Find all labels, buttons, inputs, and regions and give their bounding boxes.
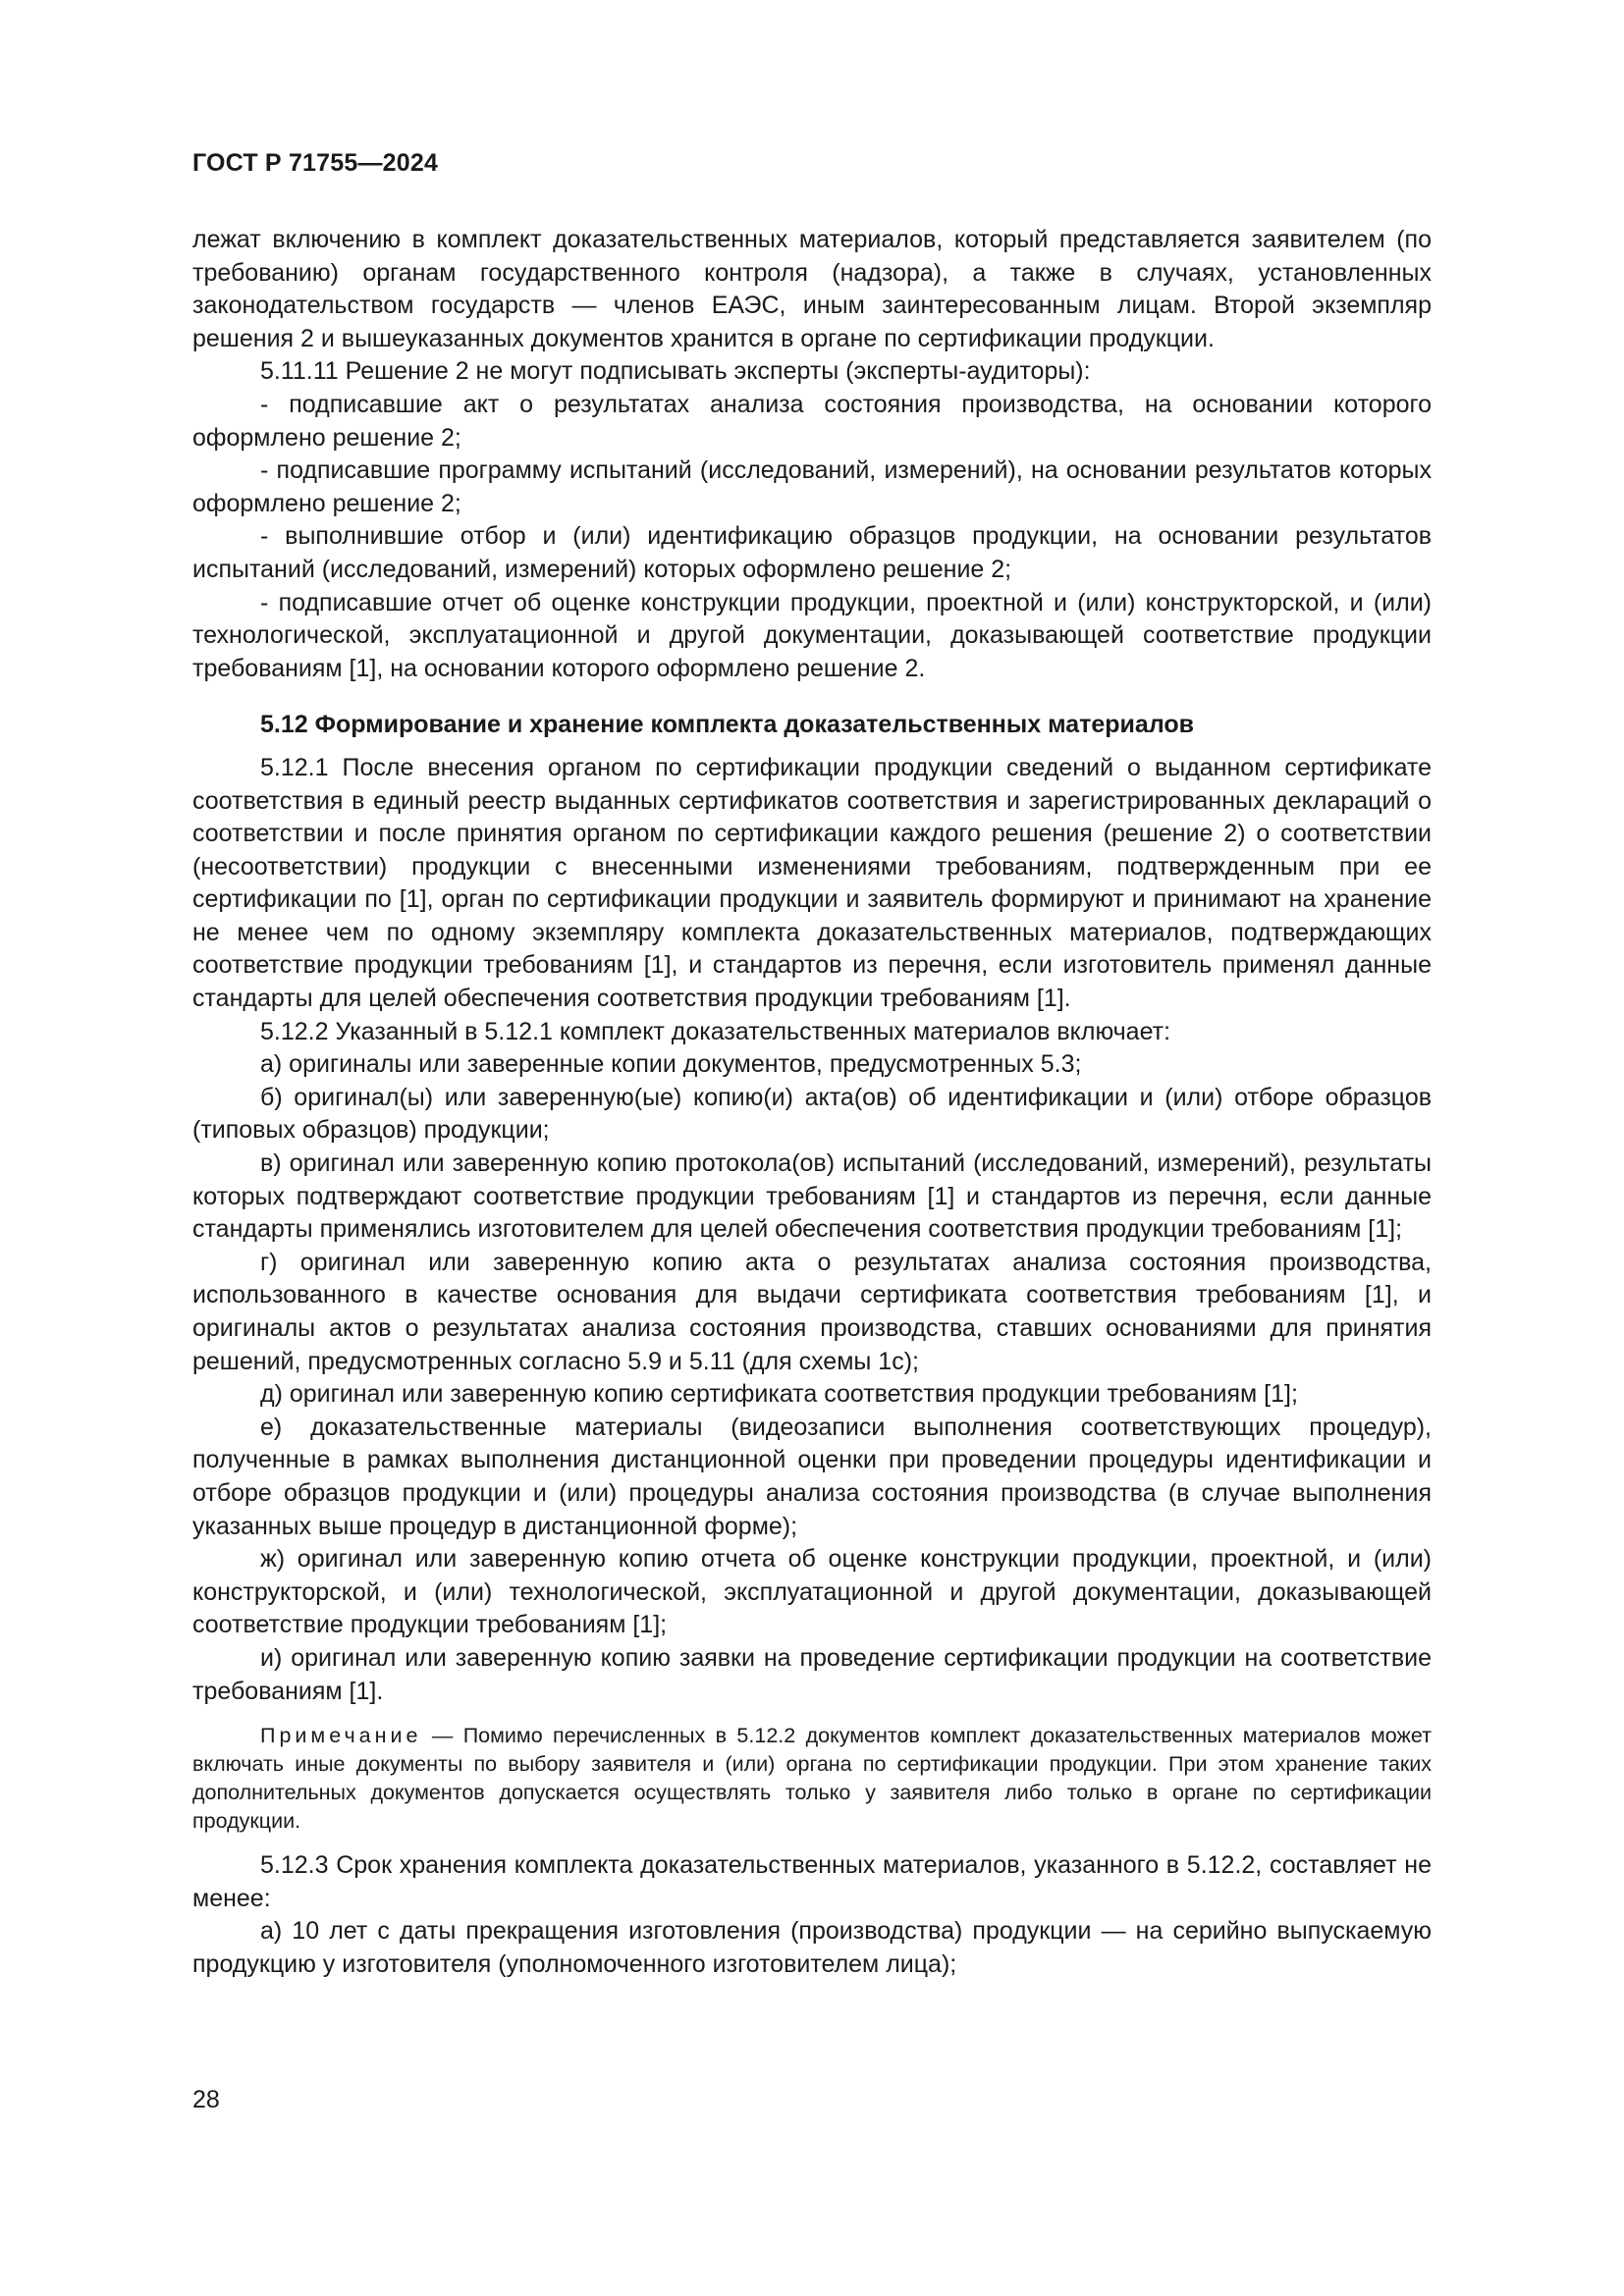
clause-5-11-11: 5.11.11 Решение 2 не могут подписывать эксперты (эксперты-аудиторы): bbox=[260, 357, 1091, 386]
list-item: д) оригинал или заверенную копию сертификата соответствия продукции требованиям [1]; bbox=[260, 1380, 1298, 1409]
list-item: а) 10 лет с даты прекращения изготовления (производства) продукции — на серийно выпускаемую продукцию у изготовителя (уполномоченного изготовителем лица); bbox=[192, 1917, 1432, 1978]
list-item: а) оригиналы или заверенные копии документов, предусмотренных 5.3; bbox=[260, 1050, 1082, 1079]
list-item: г) оригинал или заверенную копию акта о результатах анализа состояния производства, использованного в качестве основания для выдачи сертификата соответствия требованиям [1], и оригиналы актов о результатах анализа состояния производства, ставших основаниями для принятия решений, предусмотренных согласно 5.9 и 5.11 (для схемы 1с); bbox=[192, 1248, 1432, 1375]
document-body bbox=[192, 224, 1432, 1982]
paragraph-continuation: лежат включению в комплект доказательственных материалов, который представляется заявителем (по требованию) органам государственного контроля (надзора), а также в случаях, установленных законодательством государств — членов ЕАЭС, иным заинтересованным лицам. Второй экземпляр решения 2 и вышеуказанных документов хранится в органе по сертификации продукции. bbox=[192, 226, 1432, 352]
list-item: б) оригинал(ы) или заверенную(ые) копию(и) акта(ов) об идентификации и (или) отборе образцов (типовых образцов) продукции; bbox=[192, 1083, 1432, 1145]
list-item: - подписавшие акт о результатах анализа состояния производства, на основании которого оформлено решение 2; bbox=[192, 390, 1432, 452]
document-header: ГОСТ Р 71755—2024 bbox=[192, 149, 439, 177]
clause-5-12-3: 5.12.3 Срок хранения комплекта доказательственных материалов, указанного в 5.12.2, составляет не менее: bbox=[192, 1851, 1432, 1912]
page-number: 28 bbox=[192, 2086, 220, 2113]
list-item: в) оригинал или заверенную копию протокола(ов) испытаний (исследований, измерений), результаты которых подтверждают соответствие продукции требованиям [1] и стандартов из перечня, если данные стандарты применялись изготовителем для целей обеспечения соответствия продукции требованиям [1]; bbox=[192, 1149, 1432, 1244]
list-item: и) оригинал или заверенную копию заявки на проведение сертификации продукции на соответствие требованиям [1]. bbox=[192, 1643, 1432, 1705]
list-item: - подписавшие отчет об оценке конструкции продукции, проектной и (или) конструкторской, и (или) технологической, эксплуатационной и другой документации, доказывающей соответствие продукции требованиям [1], на основании которого оформлено решение 2. bbox=[192, 588, 1432, 682]
section-heading-5-12: 5.12 Формирование и хранение комплекта доказательственных материалов bbox=[260, 711, 1195, 739]
list-item: - подписавшие программу испытаний (исследований, измерений), на основании результатов которых оформлено решение 2; bbox=[192, 456, 1432, 517]
note-text: — Помимо перечисленных в 5.12.2 документов комплект доказательственных материалов может включать иные документы по выбору заявителя и (или) органа по сертификации продукции. При этом хранение таких дополнительных документов допускается осуществлять только у заявителя либо только в органе по сертификации продукции. bbox=[192, 1724, 1432, 1834]
list-item: е) доказательственные материалы (видеозаписи выполнения соответствующих процедур), полученные в рамках выполнения дистанционной оценки при проведении процедуры идентификации и отборе образцов продукции и (или) процедуры анализа состояния производства (в случае выполнения указанных выше процедур в дистанционной форме); bbox=[192, 1413, 1432, 1540]
list-item: ж) оригинал или заверенную копию отчета об оценке конструкции продукции, проектной, и (или) конструкторской, и (или) технологической, эксплуатационной и другой документации, доказывающей соответствие продукции требованиям [1]; bbox=[192, 1545, 1432, 1639]
clause-5-12-2: 5.12.2 Указанный в 5.12.1 комплект доказательственных материалов включает: bbox=[260, 1017, 1171, 1045]
list-item: - выполнившие отбор и (или) идентификацию образцов продукции, на основании результатов испытаний (исследований, измерений) которых оформлено решение 2; bbox=[192, 522, 1432, 583]
clause-5-12-1: 5.12.1 После внесения органом по сертификации продукции сведений о выданном сертификате соответствия в единый реестр выданных сертификатов соответствия и зарегистрированных деклараций о соответствии и после принятия органом по сертификации каждого решения (решение 2) о соответствии (несоответствии) продукции с внесенными изменениями требованиям, подтвержденным при ее сертификации по [1], орган по сертификации продукции и заявитель формируют и принимают на хранение не менее чем по одному экземпляру комплекта доказательственных материалов, подтверждающих соответствие продукции требованиям [1], и стандартов из перечня, если изготовитель применял данные стандарты для целей обеспечения соответствия продукции требованиям [1]. bbox=[192, 753, 1432, 1013]
note-label: Примечание bbox=[260, 1724, 422, 1748]
note bbox=[192, 1722, 1432, 1836]
